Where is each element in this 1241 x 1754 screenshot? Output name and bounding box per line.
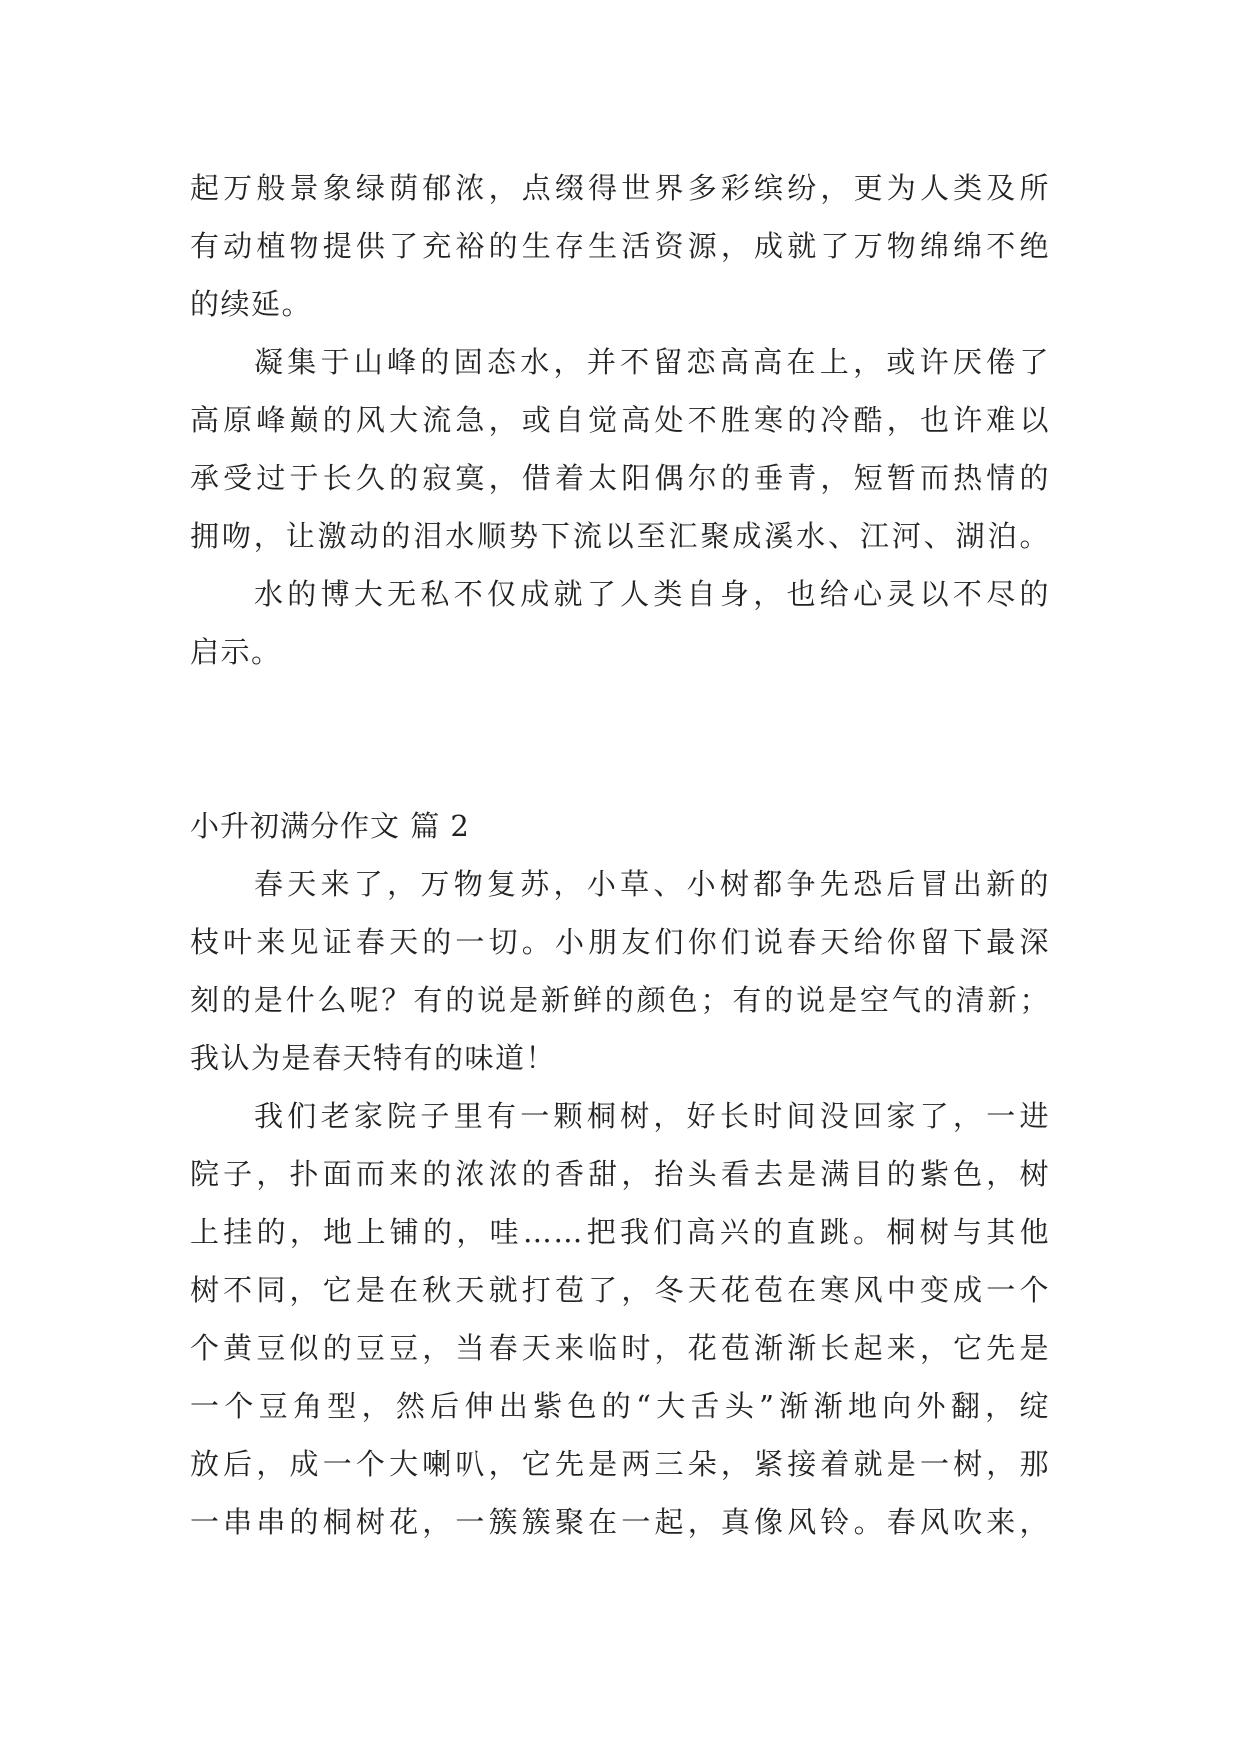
text-line: 承受过于长久的寂寞，借着太阳偶尔的垂青，短暂而热情的 bbox=[190, 461, 1050, 495]
text-line: 水的博大无私不仅成就了人类自身，也给心灵以不尽的 bbox=[254, 577, 1050, 611]
text-line: 凝集于山峰的固态水，并不留恋高高在上，或许厌倦了 bbox=[254, 345, 1050, 379]
text-line: 的续延。 bbox=[190, 287, 313, 321]
essay-heading: 小升初满分作文 篇 2 bbox=[190, 809, 470, 843]
text-line: 树不同，它是在秋天就打苞了，冬天花苞在寒风中变成一个 bbox=[190, 1273, 1050, 1307]
text-line: 院子，扑面而来的浓浓的香甜，抬头看去是满目的紫色，树 bbox=[190, 1157, 1050, 1191]
text-line: 我认为是春天特有的味道！ bbox=[190, 1041, 557, 1075]
text-line: 一串串的桐树花，一簇簇聚在一起，真像风铃。春风吹来， bbox=[190, 1505, 1050, 1539]
text-line: 拥吻，让激动的泪水顺势下流以至汇聚成溪水、江河、湖泊。 bbox=[190, 519, 1050, 553]
text-line: 枝叶来见证春天的一切。小朋友们你们说春天给你留下最深 bbox=[190, 925, 1050, 959]
text-line: 个黄豆似的豆豆，当春天来临时，花苞渐渐长起来，它先是 bbox=[190, 1331, 1050, 1365]
text-line: 一个豆角型，然后伸出紫色的“大舌头”渐渐地向外翻，绽 bbox=[190, 1389, 1050, 1423]
text-line: 刻的是什么呢？有的说是新鲜的颜色；有的说是空气的清新； bbox=[190, 983, 1050, 1017]
text-line: 我们老家院子里有一颗桐树，好长时间没回家了，一进 bbox=[254, 1099, 1050, 1133]
text-line: 高原峰巅的风大流急，或自觉高处不胜寒的冷酷，也许难以 bbox=[190, 403, 1050, 437]
text-line: 上挂的，地上铺的，哇……把我们高兴的直跳。桐树与其他 bbox=[190, 1215, 1050, 1249]
text-line: 起万般景象绿荫郁浓，点缀得世界多彩缤纷，更为人类及所 bbox=[190, 171, 1050, 205]
text-line: 放后，成一个大喇叭，它先是两三朵，紧接着就是一树，那 bbox=[190, 1447, 1050, 1481]
text-line: 有动植物提供了充裕的生存生活资源，成就了万物绵绵不绝 bbox=[190, 229, 1050, 263]
text-line: 启示。 bbox=[190, 635, 282, 669]
text-line: 春天来了，万物复苏，小草、小树都争先恐后冒出新的 bbox=[254, 867, 1050, 901]
